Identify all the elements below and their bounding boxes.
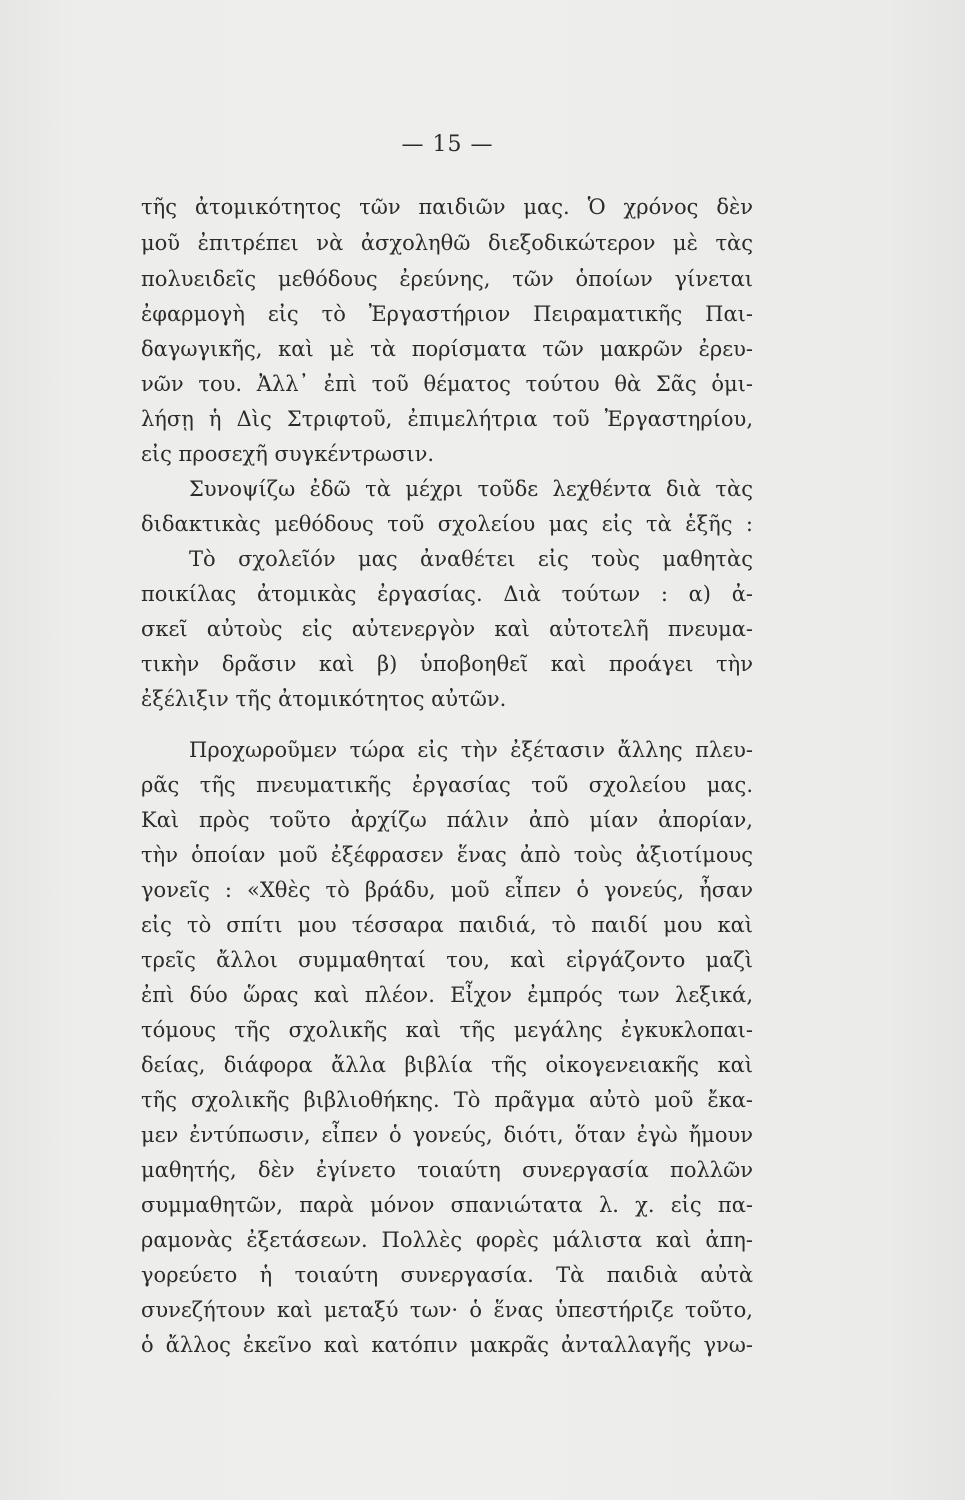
- text-line: Τὸ σχολεῖόν μας ἀναθέτει εἰς τοὺς μαθητὰς: [189, 547, 753, 571]
- text-line: ἐφαρμογὴ εἰς τὸ Ἐργαστήριον Πειραματικῆς Παι-: [141, 302, 753, 326]
- text-line: τῆς σχολικῆς βιβλιοθήκης. Τὸ πρᾶγμα αὐτὸ μοῦ ἔκα-: [141, 1088, 753, 1112]
- text-line: εἰς προσεχῆ συγκέντρωσιν.: [141, 442, 435, 466]
- text-line: τὴν ὁποίαν μοῦ ἐξέφρασεν ἕνας ἀπὸ τοὺς ἀξιοτίμους: [141, 843, 753, 867]
- text-line: συνεζήτουν καὶ μεταξύ των· ὁ ἕνας ὑπεστήριζε τοῦτο,: [141, 1298, 753, 1322]
- text-line: συμμαθητῶν, παρὰ μόνον σπανιώτατα λ. χ. εἰς πα-: [141, 1193, 753, 1217]
- text-line: δείας, διάφορα ἄλλα βιβλία τῆς οἰκογενειακῆς καὶ: [141, 1053, 753, 1077]
- text-line: ποικίλας ἀτομικὰς ἐργασίας. Διὰ τούτων : α) ἀ-: [141, 582, 753, 606]
- text-line: ἐξέλιξιν τῆς ἀτομικότητος αὐτῶν.: [141, 687, 507, 711]
- text-line: γονεῖς : «Χθὲς τὸ βράδυ, μοῦ εἶπεν ὁ γονεύς, ἦσαν: [141, 878, 753, 902]
- text-line: ραμονὰς ἐξετάσεων. Πολλὲς φορὲς μάλιστα καὶ ἀπη-: [141, 1228, 753, 1252]
- text-line: τρεῖς ἄλλοι συμμαθηταί του, καὶ εἰργάζοντο μαζὶ: [141, 948, 753, 972]
- text-line: δαγωγικῆς, καὶ μὲ τὰ πορίσματα τῶν μακρῶν ἐρευ-: [141, 337, 753, 361]
- text-line: πολυειδεῖς μεθόδους ἐρεύνης, τῶν ὁποίων γίνεται: [141, 267, 753, 291]
- text-line: τῆς ἀτομικότητος τῶν παιδιῶν μας. Ὁ χρόνος δὲν: [141, 195, 753, 219]
- text-line: λήσῃ ἡ Δὶς Στριφτοῦ, ἐπιμελήτρια τοῦ Ἐργαστηρίου,: [141, 407, 753, 431]
- text-line: Καὶ πρὸς τοῦτο ἀρχίζω πάλιν ἀπὸ μίαν ἀπορίαν,: [141, 808, 753, 832]
- text-line: τόμους τῆς σχολικῆς καὶ τῆς μεγάλης ἐγκυκλοπαι-: [141, 1018, 753, 1042]
- text-line: εἰς τὸ σπίτι μου τέσσαρα παιδιά, τὸ παιδί μου καὶ: [141, 913, 753, 937]
- text-line: Συνοψίζω ἐδῶ τὰ μέχρι τοῦδε λεχθέντα διὰ τὰς: [189, 477, 753, 501]
- text-line: μαθητής, δὲν ἐγίνετο τοιαύτη συνεργασία πολλῶν: [141, 1158, 753, 1182]
- text-line: σκεῖ αὐτοὺς εἰς αὐτενεργὸν καὶ αὐτοτελῆ πνευμα-: [141, 617, 753, 641]
- text-line: μεν ἐντύπωσιν, εἶπεν ὁ γονεύς, διότι, ὅταν ἐγὼ ἤμουν: [141, 1123, 753, 1147]
- text-line: γορεύετο ἡ τοιαύτη συνεργασία. Τὰ παιδιὰ αὐτὰ: [141, 1263, 753, 1287]
- text-line: ὁ ἄλλος ἐκεῖνο καὶ κατόπιν μακρᾶς ἀνταλλαγῆς γνω-: [141, 1333, 753, 1357]
- text-line: διδακτικὰς μεθόδους τοῦ σχολείου μας εἰς τὰ ἑξῆς :: [141, 512, 753, 536]
- text-line: ρᾶς τῆς πνευματικῆς ἐργασίας τοῦ σχολείου μας.: [141, 773, 753, 797]
- page-number: — 15 —: [401, 132, 494, 157]
- text-line: Προχωροῦμεν τώρα εἰς τὴν ἐξέτασιν ἄλλης πλευ-: [189, 738, 753, 762]
- text-line: ἐπὶ δύο ὥρας καὶ πλέον. Εἶχον ἐμπρός των λεξικά,: [141, 983, 753, 1007]
- text-line: νῶν του. Ἀλλ᾿ ἐπὶ τοῦ θέματος τούτου θὰ Σᾶς ὁμι-: [141, 372, 753, 396]
- text-line: τικὴν δρᾶσιν καὶ β) ὑποβοηθεῖ καὶ προάγει τὴν: [141, 652, 753, 676]
- text-line: μοῦ ἐπιτρέπει νὰ ἀσχοληθῶ διεξοδικώτερον μὲ τὰς: [141, 231, 753, 255]
